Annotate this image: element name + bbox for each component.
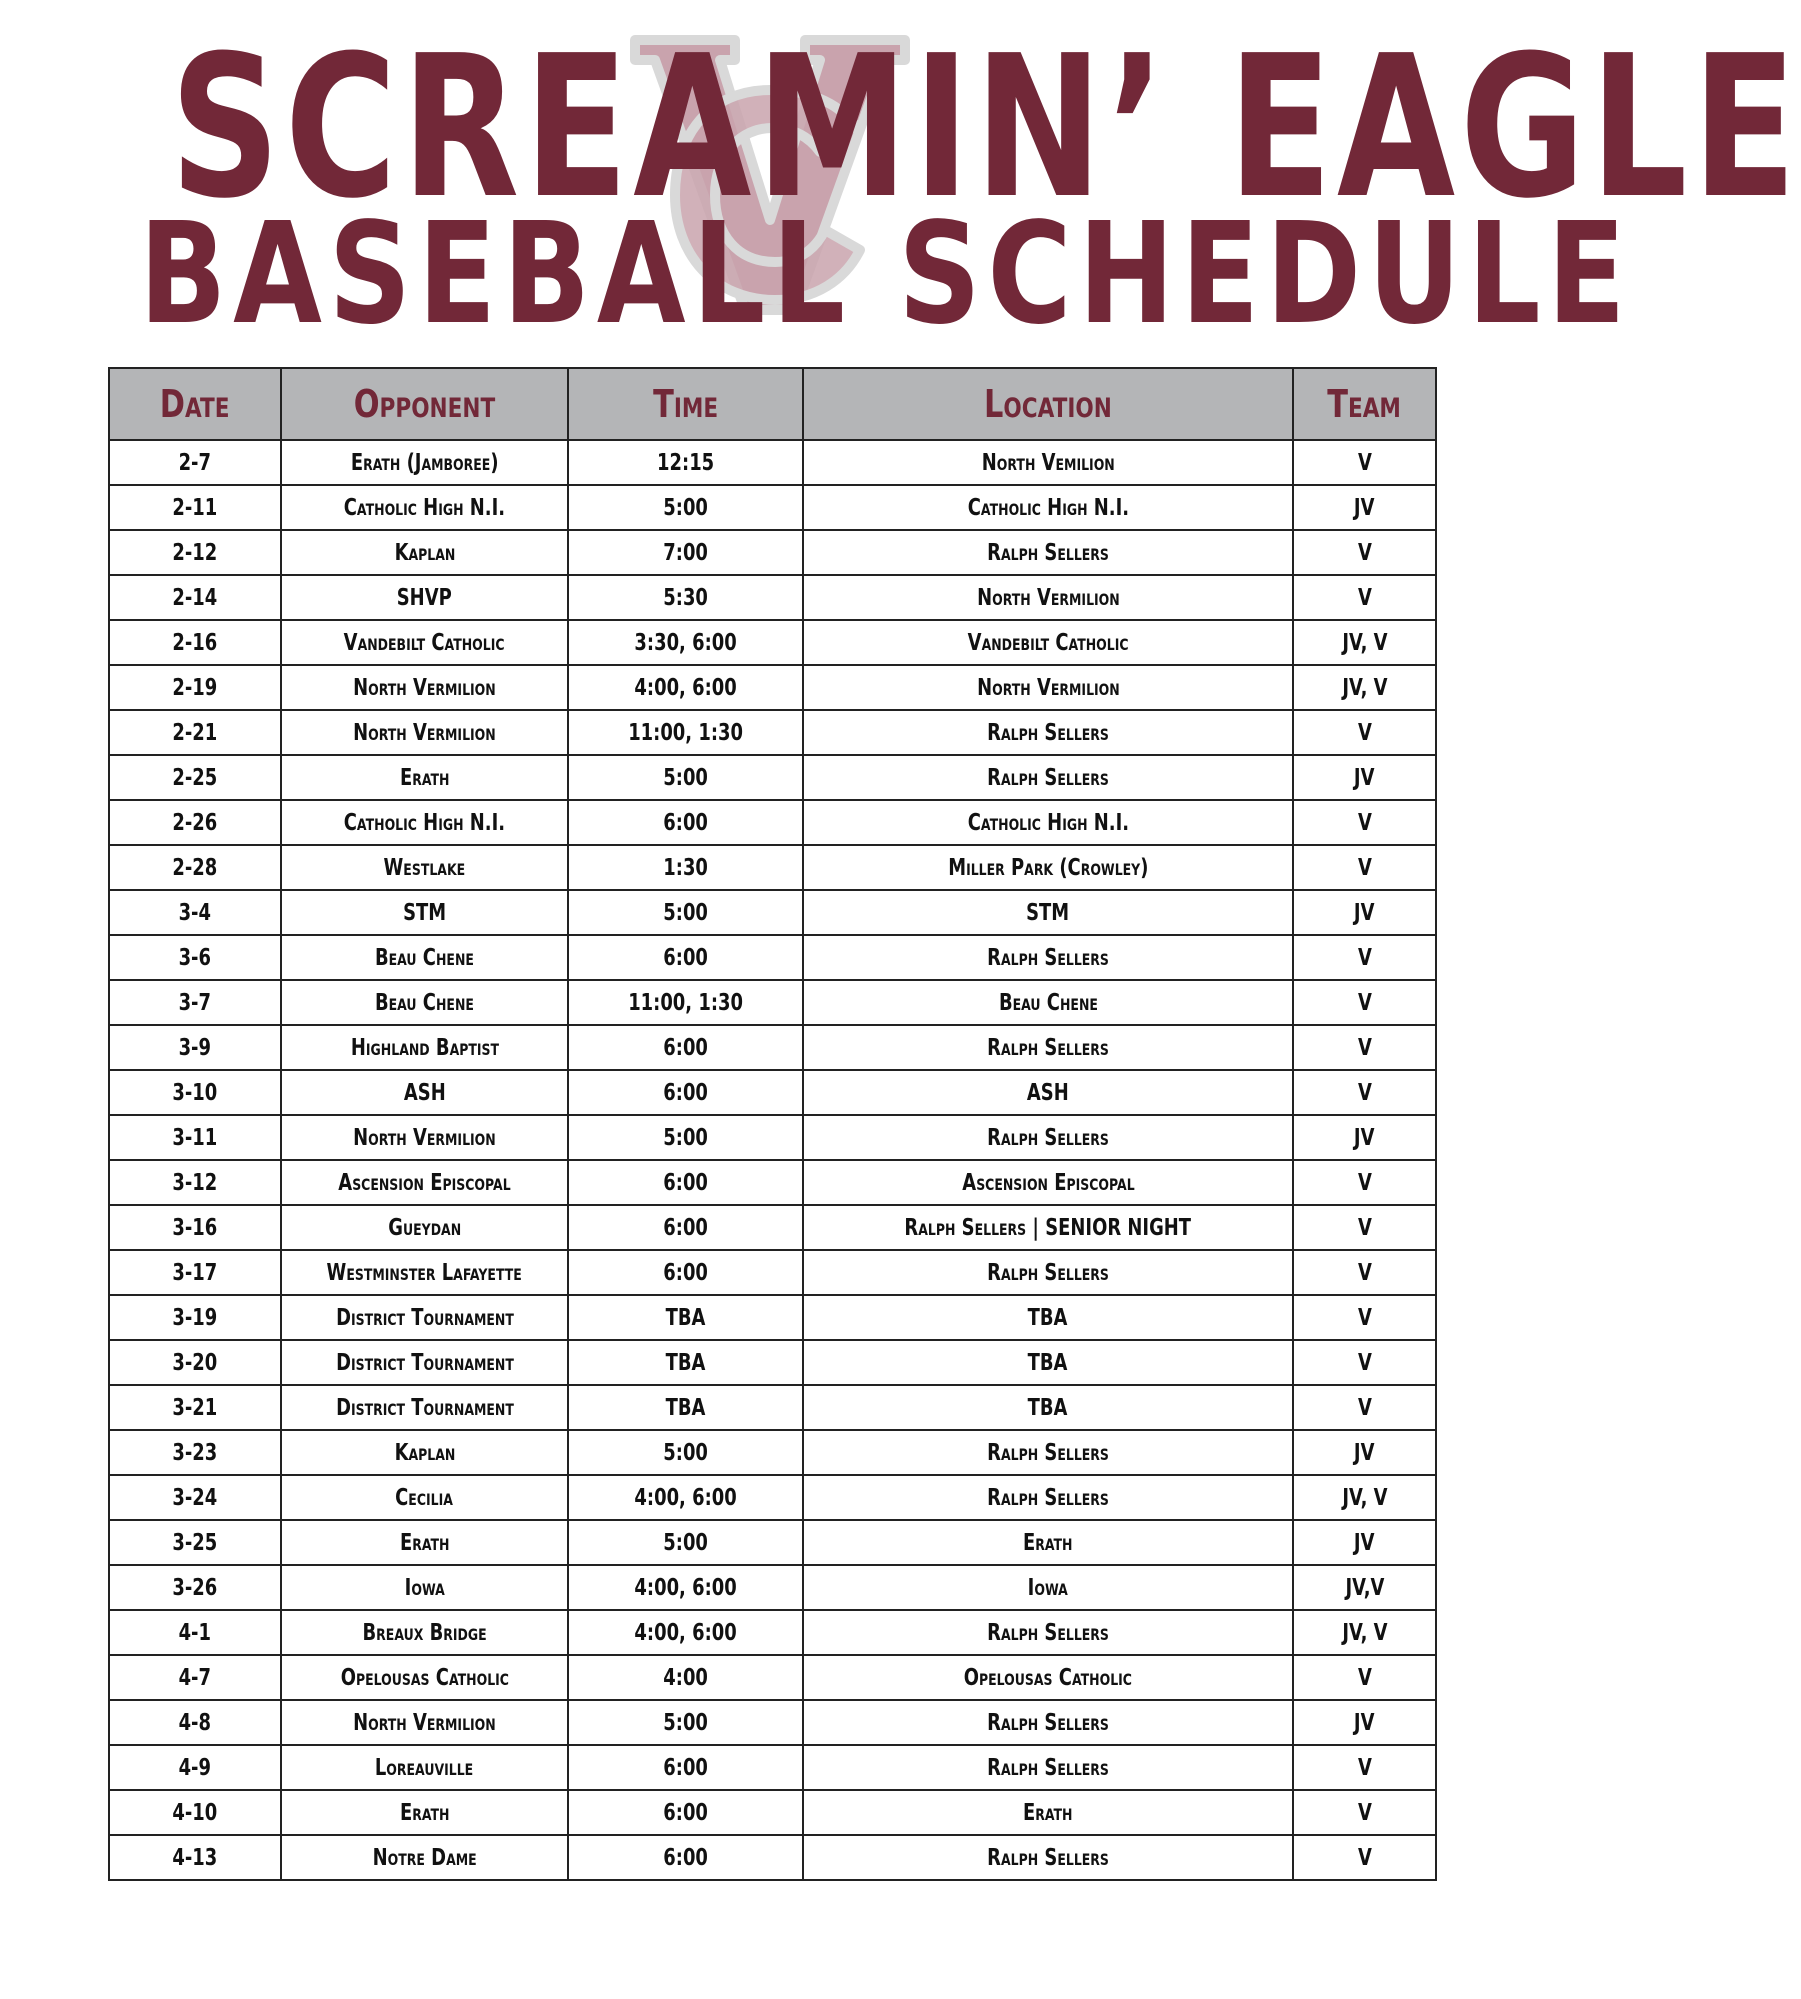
schedule-body: [109, 440, 1436, 1880]
team-cell: V: [1293, 1160, 1436, 1205]
time-cell: 4:00, 6:00: [568, 1610, 803, 1655]
table-row: [109, 575, 1436, 620]
table-row: [109, 845, 1436, 890]
team-cell: JV: [1293, 1520, 1436, 1565]
team-cell: JV, V: [1293, 665, 1436, 710]
location-cell: Ralph Sellers | SENIOR NIGHT: [803, 1205, 1293, 1250]
table-row: [109, 755, 1436, 800]
opponent-cell: ASH: [281, 1070, 568, 1115]
table-row: [109, 1385, 1436, 1430]
team-cell: V: [1293, 1340, 1436, 1385]
time-cell: 6:00: [568, 1250, 803, 1295]
table-row: [109, 1250, 1436, 1295]
location-cell: Erath: [803, 1790, 1293, 1835]
location-cell: TBA: [803, 1340, 1293, 1385]
table-row: [109, 530, 1436, 575]
opponent-cell: Notre Dame: [281, 1835, 568, 1880]
date-cell: 2-7: [109, 440, 281, 485]
time-cell: 4:00: [568, 1655, 803, 1700]
time-cell: TBA: [568, 1385, 803, 1430]
date-cell: 2-19: [109, 665, 281, 710]
location-cell: Ralph Sellers: [803, 1250, 1293, 1295]
opponent-cell: North Vermilion: [281, 710, 568, 755]
table-row: [109, 485, 1436, 530]
date-cell: 3-16: [109, 1205, 281, 1250]
team-cell: V: [1293, 440, 1436, 485]
opponent-cell: District Tournament: [281, 1295, 568, 1340]
team-cell: JV, V: [1293, 1475, 1436, 1520]
date-cell: 3-20: [109, 1340, 281, 1385]
date-cell: 4-7: [109, 1655, 281, 1700]
column-header-team: Team: [1293, 368, 1436, 440]
table-row: [109, 1520, 1436, 1565]
table-row: [109, 1745, 1436, 1790]
date-cell: 3-7: [109, 980, 281, 1025]
date-cell: 2-26: [109, 800, 281, 845]
table-row: [109, 665, 1436, 710]
location-cell: Ralph Sellers: [803, 710, 1293, 755]
date-cell: 2-11: [109, 485, 281, 530]
time-cell: TBA: [568, 1340, 803, 1385]
opponent-cell: Erath: [281, 755, 568, 800]
time-cell: 5:00: [568, 890, 803, 935]
opponent-cell: Catholic High N.I.: [281, 800, 568, 845]
table-row: [109, 440, 1436, 485]
location-cell: Ascension Episcopal: [803, 1160, 1293, 1205]
time-cell: 6:00: [568, 1205, 803, 1250]
location-cell: TBA: [803, 1295, 1293, 1340]
column-header-location: Location: [803, 368, 1293, 440]
page-subtitle: BASEBALL SCHEDULE: [139, 193, 1633, 356]
time-cell: 6:00: [568, 1745, 803, 1790]
team-cell: JV,V: [1293, 1565, 1436, 1610]
opponent-cell: Highland Baptist: [281, 1025, 568, 1070]
opponent-cell: Cecilia: [281, 1475, 568, 1520]
team-cell: V: [1293, 1025, 1436, 1070]
table-row: [109, 800, 1436, 845]
time-cell: 6:00: [568, 935, 803, 980]
time-cell: 6:00: [568, 800, 803, 845]
table-row: [109, 1835, 1436, 1880]
location-cell: Erath: [803, 1520, 1293, 1565]
location-cell: Ralph Sellers: [803, 530, 1293, 575]
time-cell: TBA: [568, 1295, 803, 1340]
location-cell: Ralph Sellers: [803, 1025, 1293, 1070]
opponent-cell: Ascension Episcopal: [281, 1160, 568, 1205]
time-cell: 5:00: [568, 755, 803, 800]
location-cell: STM: [803, 890, 1293, 935]
location-cell: Iowa: [803, 1565, 1293, 1610]
table-row: [109, 890, 1436, 935]
team-cell: JV: [1293, 485, 1436, 530]
opponent-cell: North Vermilion: [281, 1700, 568, 1745]
location-cell: ASH: [803, 1070, 1293, 1115]
schedule-table: [108, 367, 1437, 1881]
opponent-cell: Catholic High N.I.: [281, 485, 568, 530]
opponent-cell: Breaux Bridge: [281, 1610, 568, 1655]
table-row: [109, 1295, 1436, 1340]
column-header-opponent: Opponent: [281, 368, 568, 440]
time-cell: 5:00: [568, 1700, 803, 1745]
team-cell: JV: [1293, 1430, 1436, 1475]
location-cell: North Vermilion: [803, 665, 1293, 710]
opponent-cell: Erath: [281, 1520, 568, 1565]
time-cell: 6:00: [568, 1160, 803, 1205]
column-header-time: Time: [568, 368, 803, 440]
table-row: [109, 1340, 1436, 1385]
team-cell: V: [1293, 1295, 1436, 1340]
location-cell: North Vermilion: [803, 575, 1293, 620]
time-cell: 6:00: [568, 1070, 803, 1115]
opponent-cell: Gueydan: [281, 1205, 568, 1250]
time-cell: 5:00: [568, 485, 803, 530]
location-cell: Catholic High N.I.: [803, 800, 1293, 845]
location-cell: North Vemilion: [803, 440, 1293, 485]
team-cell: V: [1293, 1790, 1436, 1835]
location-cell: Ralph Sellers: [803, 755, 1293, 800]
table-row: [109, 1070, 1436, 1115]
date-cell: 3-24: [109, 1475, 281, 1520]
opponent-cell: District Tournament: [281, 1340, 568, 1385]
date-cell: 3-21: [109, 1385, 281, 1430]
team-cell: V: [1293, 1250, 1436, 1295]
time-cell: 4:00, 6:00: [568, 1475, 803, 1520]
table-row: [109, 1205, 1436, 1250]
location-cell: Ralph Sellers: [803, 1835, 1293, 1880]
date-cell: 3-12: [109, 1160, 281, 1205]
table-row: [109, 1430, 1436, 1475]
opponent-cell: Opelousas Catholic: [281, 1655, 568, 1700]
opponent-cell: North Vermilion: [281, 665, 568, 710]
team-cell: JV: [1293, 755, 1436, 800]
time-cell: 4:00, 6:00: [568, 1565, 803, 1610]
date-cell: 3-19: [109, 1295, 281, 1340]
time-cell: 11:00, 1:30: [568, 980, 803, 1025]
date-cell: 3-17: [109, 1250, 281, 1295]
table-row: [109, 1565, 1436, 1610]
opponent-cell: District Tournament: [281, 1385, 568, 1430]
time-cell: 5:30: [568, 575, 803, 620]
time-cell: 6:00: [568, 1835, 803, 1880]
opponent-cell: Westlake: [281, 845, 568, 890]
team-cell: V: [1293, 1655, 1436, 1700]
table-row: [109, 1025, 1436, 1070]
time-cell: 5:00: [568, 1115, 803, 1160]
date-cell: 3-4: [109, 890, 281, 935]
table-row: [109, 935, 1436, 980]
date-cell: 3-9: [109, 1025, 281, 1070]
opponent-cell: Beau Chene: [281, 980, 568, 1025]
team-cell: JV: [1293, 890, 1436, 935]
location-cell: Ralph Sellers: [803, 1700, 1293, 1745]
time-cell: 6:00: [568, 1025, 803, 1070]
team-cell: V: [1293, 1745, 1436, 1790]
team-cell: JV, V: [1293, 1610, 1436, 1655]
date-cell: 2-12: [109, 530, 281, 575]
location-cell: Ralph Sellers: [803, 1115, 1293, 1160]
time-cell: 12:15: [568, 440, 803, 485]
table-row: [109, 1115, 1436, 1160]
opponent-cell: Kaplan: [281, 530, 568, 575]
location-cell: Miller Park (Crowley): [803, 845, 1293, 890]
location-cell: Beau Chene: [803, 980, 1293, 1025]
opponent-cell: Erath (Jamboree): [281, 440, 568, 485]
date-cell: 4-13: [109, 1835, 281, 1880]
date-cell: 4-10: [109, 1790, 281, 1835]
opponent-cell: Loreauville: [281, 1745, 568, 1790]
date-cell: 3-6: [109, 935, 281, 980]
location-cell: TBA: [803, 1385, 1293, 1430]
table-row: [109, 980, 1436, 1025]
location-cell: Ralph Sellers: [803, 935, 1293, 980]
team-cell: V: [1293, 800, 1436, 845]
opponent-cell: Erath: [281, 1790, 568, 1835]
date-cell: 2-21: [109, 710, 281, 755]
team-cell: V: [1293, 530, 1436, 575]
date-cell: 4-1: [109, 1610, 281, 1655]
team-cell: V: [1293, 575, 1436, 620]
date-cell: 2-14: [109, 575, 281, 620]
table-row: [109, 710, 1436, 755]
time-cell: 11:00, 1:30: [568, 710, 803, 755]
team-cell: JV: [1293, 1700, 1436, 1745]
date-cell: 2-28: [109, 845, 281, 890]
location-cell: Ralph Sellers: [803, 1475, 1293, 1520]
date-cell: 3-23: [109, 1430, 281, 1475]
team-cell: V: [1293, 845, 1436, 890]
page-title: SCREAMIN’ EAGLE: [169, 14, 1801, 242]
table-row: [109, 1790, 1436, 1835]
location-cell: Ralph Sellers: [803, 1430, 1293, 1475]
time-cell: 5:00: [568, 1520, 803, 1565]
location-cell: Catholic High N.I.: [803, 485, 1293, 530]
team-cell: V: [1293, 1835, 1436, 1880]
location-cell: Ralph Sellers: [803, 1610, 1293, 1655]
time-cell: 3:30, 6:00: [568, 620, 803, 665]
time-cell: 7:00: [568, 530, 803, 575]
opponent-cell: STM: [281, 890, 568, 935]
location-cell: Vandebilt Catholic: [803, 620, 1293, 665]
date-cell: 3-10: [109, 1070, 281, 1115]
table-row: [109, 1475, 1436, 1520]
table-row: [109, 1655, 1436, 1700]
team-cell: V: [1293, 1385, 1436, 1430]
location-cell: Opelousas Catholic: [803, 1655, 1293, 1700]
team-cell: V: [1293, 935, 1436, 980]
date-cell: 2-16: [109, 620, 281, 665]
team-cell: V: [1293, 710, 1436, 755]
location-cell: Ralph Sellers: [803, 1745, 1293, 1790]
team-cell: JV: [1293, 1115, 1436, 1160]
table-row: [109, 620, 1436, 665]
date-cell: 4-8: [109, 1700, 281, 1745]
date-cell: 3-11: [109, 1115, 281, 1160]
time-cell: 5:00: [568, 1430, 803, 1475]
date-cell: 3-26: [109, 1565, 281, 1610]
time-cell: 1:30: [568, 845, 803, 890]
opponent-cell: Iowa: [281, 1565, 568, 1610]
opponent-cell: Beau Chene: [281, 935, 568, 980]
time-cell: 4:00, 6:00: [568, 665, 803, 710]
team-cell: V: [1293, 980, 1436, 1025]
opponent-cell: North Vermilion: [281, 1115, 568, 1160]
column-header-date: Date: [109, 368, 281, 440]
date-cell: 2-25: [109, 755, 281, 800]
opponent-cell: Westminster Lafayette: [281, 1250, 568, 1295]
table-row: [109, 1160, 1436, 1205]
table-row: [109, 1700, 1436, 1745]
opponent-cell: SHVP: [281, 575, 568, 620]
team-cell: V: [1293, 1070, 1436, 1115]
time-cell: 6:00: [568, 1790, 803, 1835]
table-row: [109, 1610, 1436, 1655]
date-cell: 3-25: [109, 1520, 281, 1565]
date-cell: 4-9: [109, 1745, 281, 1790]
header-row: [109, 368, 1436, 440]
team-cell: V: [1293, 1205, 1436, 1250]
team-cell: JV, V: [1293, 620, 1436, 665]
opponent-cell: Kaplan: [281, 1430, 568, 1475]
opponent-cell: Vandebilt Catholic: [281, 620, 568, 665]
